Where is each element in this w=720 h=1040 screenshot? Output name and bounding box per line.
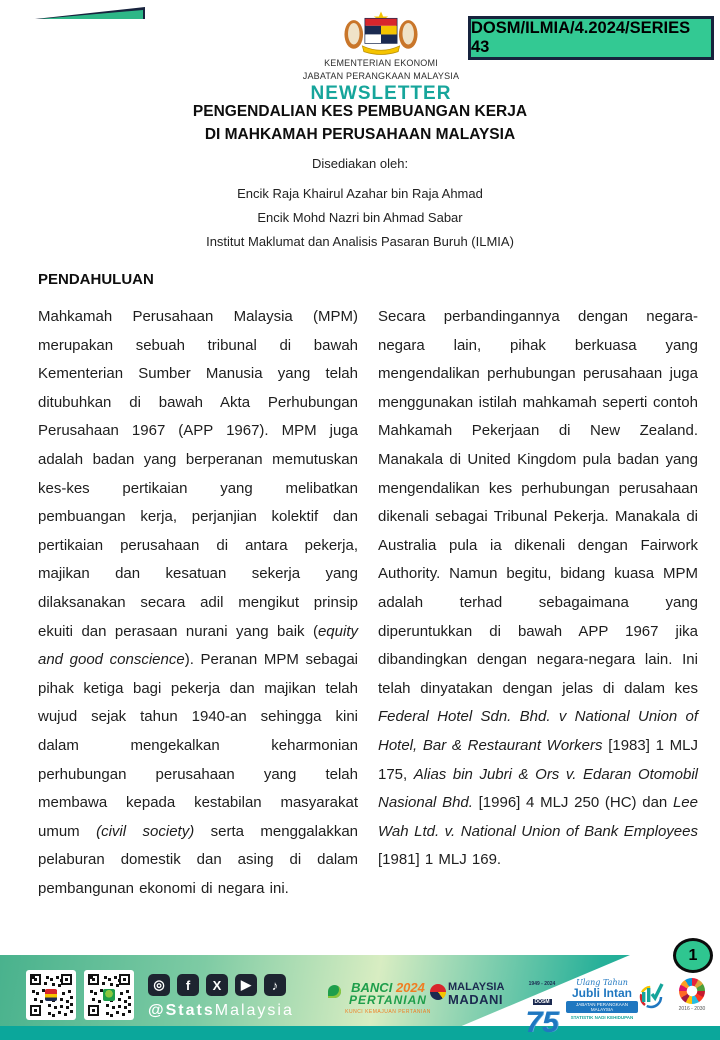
article-left-column: Mahkamah Perusahaan Malaysia (MPM) merupakan sebuah tribunal di bawah Kementerian Sumber Manusia yang telah ditubuhkan di bawah Akta Perhubungan Perusahaan 1967 (APP 1967). MPM juga adalah badan yang berperanan memutuskan kes-kes pertikaian yang melibatkan pembuangan kerja, perjanjian kolektif dan pertikaian perusahaan di antara pekerja, majikan dan kesatuan sekerja yang dilaksanakan secara adil mengikut prinsip ekuiti dan perasaan nurani yang baik (equity and good conscience). Peranan MPM sebagai pihak ketiga bagi pekerja dan majikan telah wujud sejak tahun 1940-an sehingga kini dalam mengekalkan keharmonian perhubungan perusahaan yang telah membawa kepada kestabilan masyarakat umum (civil society) serta menggalakkan pelaburan domestik dan asing di dalam pembangunan ekonomi di negara ini. bbox=[38, 308, 358, 897]
series-badge-text: DOSM/ILMIA/4.2024/SERIES 43 bbox=[471, 19, 691, 56]
banci-leaf-icon bbox=[328, 985, 341, 998]
madani-line2: MADANI bbox=[448, 992, 503, 1007]
qr-finder bbox=[61, 974, 72, 985]
page-title bbox=[0, 100, 720, 146]
sdg-years: 2016 - 2030 bbox=[678, 1006, 706, 1012]
social-handle-rest: Malaysia bbox=[214, 1002, 294, 1019]
byline-author: Encik Raja Khairul Azahar bin Raja Ahmad bbox=[237, 186, 483, 201]
social-handle-bold: @Stats bbox=[148, 1002, 215, 1019]
qr-center-emblem bbox=[103, 989, 115, 1001]
page-title-line1: PENGENDALIAN KES PEMBUANGAN KERJA bbox=[192, 103, 528, 120]
sdg-wheel-icon bbox=[679, 978, 705, 1004]
byline-author: Encik Mohd Nazri bin Ahmad Sabar bbox=[257, 210, 463, 225]
ministry-name: KEMENTERIAN EKONOMI bbox=[324, 58, 438, 68]
banci-year: 2024 bbox=[395, 980, 425, 995]
jubli-banner: JABATAN PERANGKAAN MALAYSIA bbox=[566, 1001, 638, 1013]
dosm-75-logo bbox=[520, 972, 564, 1038]
banci-tagline: KUNCI KEMAJUAN PERTANIAN bbox=[345, 1009, 431, 1015]
page-number-badge bbox=[673, 938, 713, 973]
qr-finder bbox=[30, 1005, 41, 1016]
qr-finder bbox=[119, 974, 130, 985]
series-badge bbox=[468, 16, 714, 60]
department-name: JABATAN PERANGKAAN MALAYSIA bbox=[302, 71, 460, 81]
jubli-intan-logo bbox=[566, 978, 638, 1020]
dosm75-years: 1949 - 2024 bbox=[528, 981, 556, 987]
malaysia-madani-logo bbox=[448, 982, 524, 1006]
banci-word2: PERTANIAN bbox=[349, 993, 427, 1007]
facebook-icon[interactable]: f bbox=[177, 974, 199, 996]
instagram-icon[interactable]: ◎ bbox=[148, 974, 170, 996]
banci-word1: BANCI bbox=[351, 980, 393, 995]
qr-center-emblem bbox=[45, 989, 57, 1001]
stats-check-logo bbox=[634, 980, 664, 1010]
section-heading: PENDAHULUAN bbox=[38, 271, 154, 288]
article-right-column: Secara perbandingannya dengan negara-negara lain, pihak berkuasa yang mengendalikan perhubungan perusahaan juga menggunakan istilah mahkamah seperti contoh Mahkamah Pekerjaan di New Zealand. Manakala di United Kingdom pula badan yang mengendalikan kes perhubungan perusahaan dikenali sebagai Tribunal Pekerja. Manakala di Australia pula ia dikenali dengan Fairwork Authority. Namun begitu, bidang kuasa MPM adalah terhad sebagaimana yang diperuntukkan di bawah APP 1967 jika dibandingkan dengan negara-negara lain. Ini telah dinyatakan dengan jelas di dalam kes Federal Hotel Sdn. Bhd. v National Union of Hotel, Bar & Restaurant Workers [1983] 1 MLJ 175, Alias bin Jubri & Ors v. Edaran Otomobil Nasional Bhd. [1996] 4 MLJ 250 (HC) dan Lee Wah Ltd. v. National Union of Bank Employees [1981] 1 MLJ 169. bbox=[378, 308, 698, 869]
newsletter-brand: NEWSLETTER bbox=[310, 83, 452, 104]
tiktok-icon[interactable]: ♪ bbox=[264, 974, 286, 996]
madani-mark-icon bbox=[430, 984, 446, 1000]
qr-pattern bbox=[90, 976, 93, 979]
dosm75-number: 75 bbox=[525, 1006, 559, 1039]
qr-code-leaf[interactable] bbox=[84, 970, 134, 1020]
qr-code-jata[interactable] bbox=[26, 970, 76, 1020]
qr-finder bbox=[88, 1005, 99, 1016]
jubli-script: Ulang Tahun bbox=[576, 978, 628, 987]
jubli-tagline: STATISTIK NADI KEHIDUPAN bbox=[570, 1015, 634, 1020]
banci-pertanian-2024-logo bbox=[340, 981, 436, 1015]
footer-bottom-bar bbox=[0, 1026, 720, 1040]
jubli-name: Jubli Intan bbox=[572, 986, 632, 1000]
page-number: 1 bbox=[688, 946, 698, 964]
byline-author: Institut Maklumat dan Analisis Pasaran Buruh (ILMIA) bbox=[206, 234, 514, 249]
byline bbox=[0, 156, 720, 254]
byline-label: Disediakan oleh: bbox=[311, 156, 409, 171]
malaysia-coat-of-arms-icon bbox=[338, 10, 424, 56]
sdg-wheel-logo bbox=[676, 978, 708, 1012]
social-block bbox=[148, 974, 294, 1020]
page-title-line2: DI MAHKAMAH PERUSAHAAN MALAYSIA bbox=[204, 126, 516, 143]
youtube-icon[interactable]: ▶ bbox=[235, 974, 257, 996]
masthead bbox=[261, 10, 501, 105]
qr-pattern bbox=[32, 976, 35, 979]
x-icon[interactable]: X bbox=[206, 974, 228, 996]
madani-line1: MALAYSIA bbox=[448, 981, 505, 993]
dosm75-dept: DOSM bbox=[534, 999, 550, 1005]
social-handle[interactable] bbox=[148, 1002, 294, 1020]
